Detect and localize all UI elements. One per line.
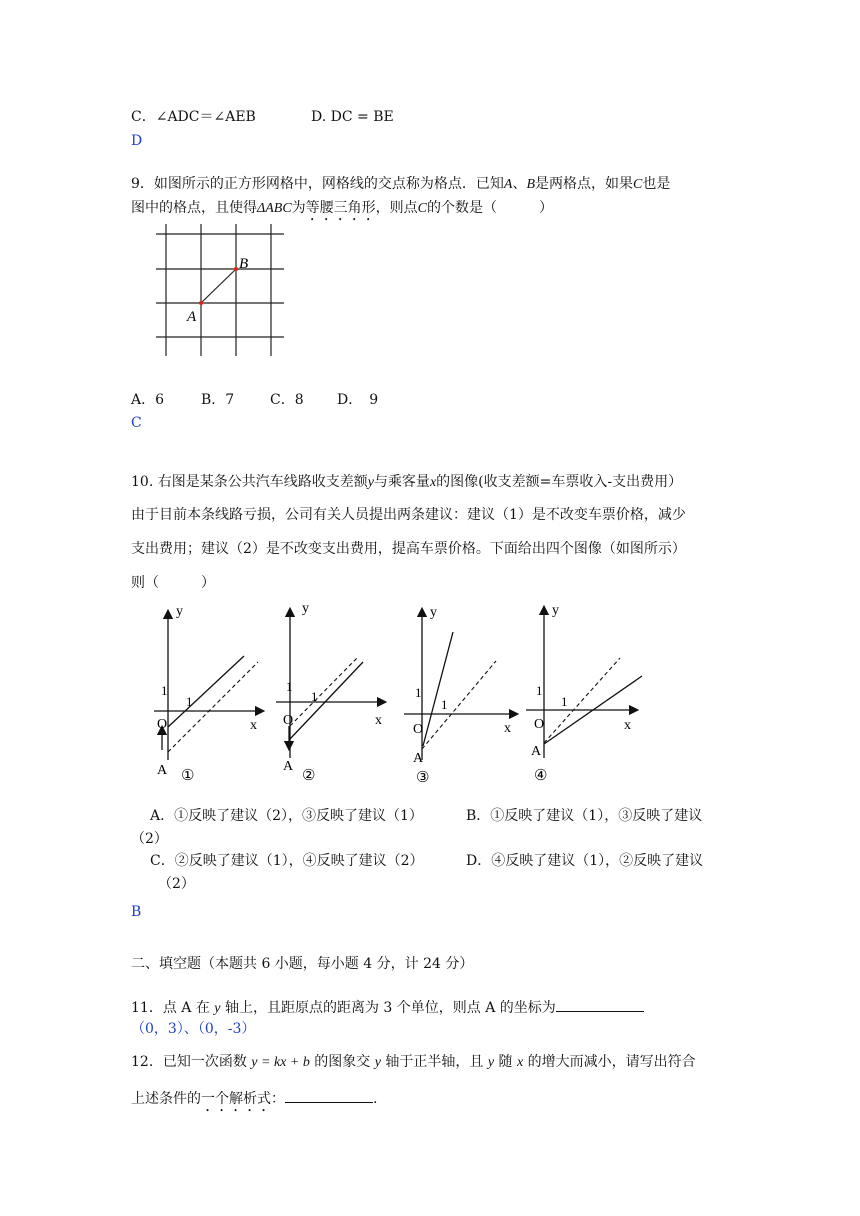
q10-option-b: B．①反映了建议（1），③反映了建议 bbox=[466, 808, 703, 824]
svg-text:③: ③ bbox=[416, 770, 430, 785]
svg-text:x: x bbox=[375, 713, 382, 728]
q10-graph-3 bbox=[400, 600, 525, 785]
q9-grid-figure bbox=[150, 222, 290, 362]
q11-text: 11．点 A 在 y 轴上，且距原点的距离为 3 个单位，则点 A 的坐标为 bbox=[131, 997, 644, 1018]
svg-text:O: O bbox=[157, 717, 168, 732]
svg-text:x: x bbox=[250, 718, 257, 733]
svg-text:O: O bbox=[283, 713, 294, 728]
q10-graph-1 bbox=[148, 600, 268, 785]
section-2-heading: 二、填空题（本题共 6 小题，每小题 4 分，计 24 分） bbox=[131, 956, 474, 972]
svg-text:1: 1 bbox=[161, 683, 168, 698]
svg-text:x: x bbox=[624, 718, 631, 733]
svg-text:1: 1 bbox=[286, 679, 293, 694]
svg-text:A: A bbox=[531, 744, 542, 759]
q10-answer: B bbox=[131, 904, 142, 920]
q10-option-b-cont: （2） bbox=[131, 831, 168, 847]
q10-option-c: C．②反映了建议（1），④反映了建议（2） bbox=[150, 853, 424, 869]
q9-option-a: A．6 bbox=[131, 392, 165, 408]
q10-option-a: A．①反映了建议（2），③反映了建议（1） bbox=[150, 808, 423, 824]
q8-answer: D bbox=[131, 133, 143, 149]
q9-line-1: 9．如图所示的正方形网格中，网格线的交点称为格点．已知A、B是两格点，如果C也是 bbox=[131, 176, 671, 192]
svg-text:②: ② bbox=[302, 768, 316, 783]
svg-text:1: 1 bbox=[561, 694, 568, 709]
q8-option-d: D. DC = BE bbox=[311, 109, 394, 125]
svg-text:1: 1 bbox=[536, 683, 543, 698]
q10-option-d: D．④反映了建议（1），②反映了建议 bbox=[466, 853, 704, 869]
q9-option-b: B．7 bbox=[201, 392, 235, 408]
svg-text:④: ④ bbox=[534, 768, 548, 783]
q12-line-1: 12．已知一次函数 y = kx + b 的图象交 y 轴于正半轴，且 y 随 x 的增大而减小，请写出符合 bbox=[131, 1054, 696, 1070]
q9-option-c: C．8 bbox=[270, 392, 304, 408]
svg-text:y: y bbox=[552, 603, 559, 618]
q9-answer: C bbox=[131, 415, 142, 431]
svg-text:1: 1 bbox=[311, 689, 318, 704]
svg-text:A: A bbox=[283, 759, 294, 774]
q10-line-3: 支出费用；建议（2）是不改变支出费用，提高车票价格。下面给出四个图像（如图所示） bbox=[131, 541, 686, 557]
svg-text:O: O bbox=[413, 722, 424, 737]
svg-text:①: ① bbox=[181, 768, 195, 784]
grid-label-a: A bbox=[187, 309, 197, 325]
q8-option-c: C．∠ADC＝∠AEB bbox=[131, 109, 256, 125]
q10-line-4: 则（ ） bbox=[131, 575, 215, 591]
q11-answer: （0，3）、（0，-3） bbox=[131, 1021, 256, 1037]
q10-graph-2 bbox=[270, 598, 395, 783]
svg-text:y: y bbox=[430, 605, 437, 620]
q9-option-d: D． 9 bbox=[337, 392, 379, 408]
q10-line-1: 10. 右图是某条公共汽车线路收支差额y与乘客量x的图像(收支差额=车票收入-支出费用） bbox=[131, 474, 683, 490]
q10-line-2: 由于目前本条线路亏损，公司有关人员提出两条建议：建议（1）是不改变车票价格，减少 bbox=[131, 507, 686, 523]
grid-label-b: B bbox=[239, 256, 249, 272]
svg-text:1: 1 bbox=[415, 685, 422, 700]
q9-line-2: 图中的格点，且使得ΔABC为等腰三角形，则点C的个数是（ ） bbox=[131, 200, 554, 216]
svg-text:A: A bbox=[157, 763, 168, 778]
svg-text:O: O bbox=[534, 717, 545, 732]
svg-text:1: 1 bbox=[441, 697, 448, 712]
q12-line-2: 上述条件的一个解析式： . bbox=[131, 1088, 377, 1115]
q10-option-d-cont: （2） bbox=[158, 876, 195, 892]
svg-text:x: x bbox=[504, 721, 511, 736]
svg-text:1: 1 bbox=[186, 694, 193, 709]
point-b bbox=[234, 267, 238, 271]
point-a bbox=[199, 301, 203, 305]
q10-graph-4 bbox=[522, 598, 647, 783]
svg-text:y: y bbox=[176, 604, 183, 619]
svg-text:y: y bbox=[302, 601, 309, 616]
svg-text:A: A bbox=[413, 751, 424, 766]
